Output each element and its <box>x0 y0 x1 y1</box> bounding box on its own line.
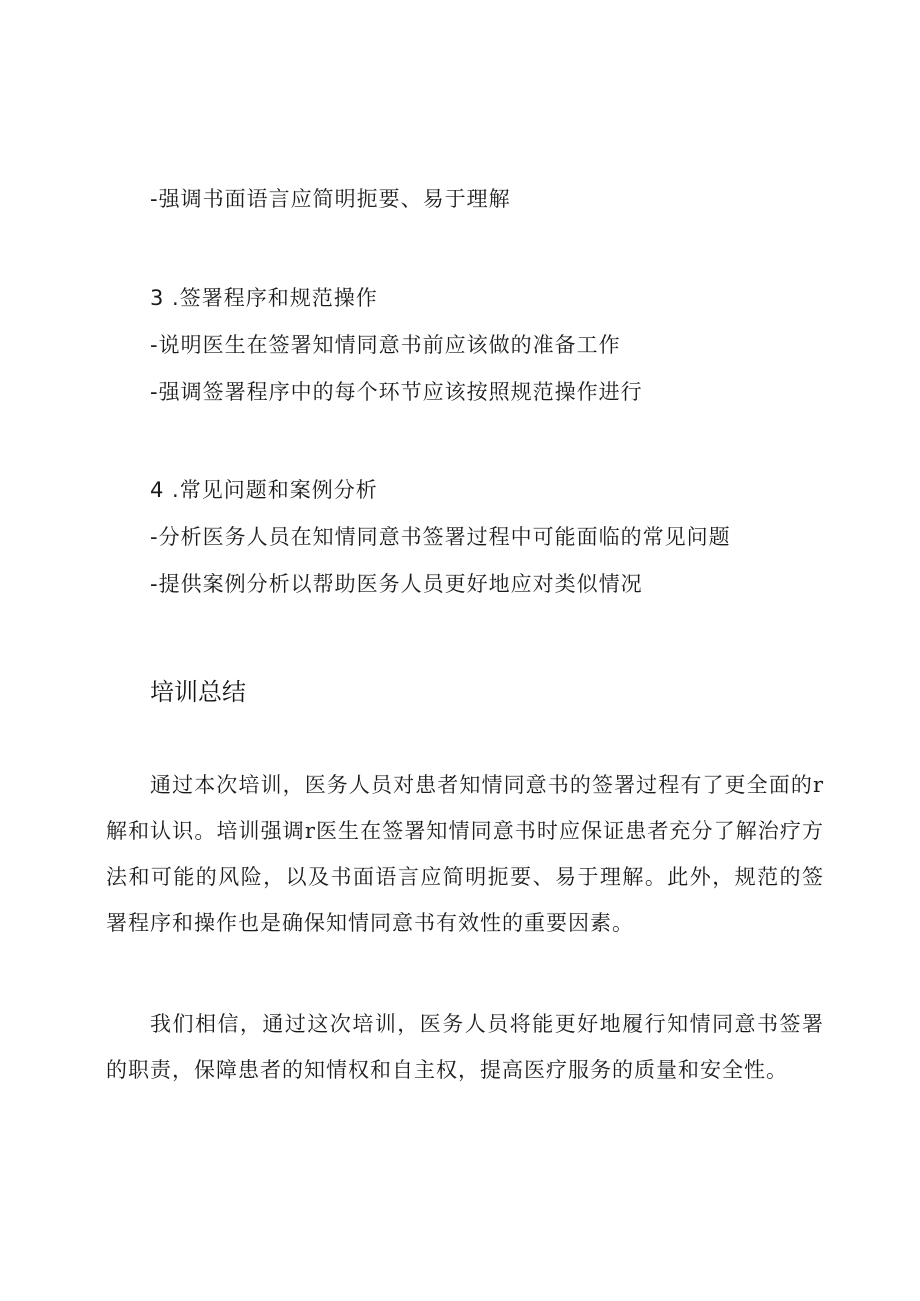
summary-paragraph: 通过本次培训，医务人员对患者知情同意书的签署过程有了更全面的r解和认识。培训强调r医生在签署知情同意书时应保证患者充分了解治疗方法和可能的风险，以及书面语言应简明扼要、易于理解。此外，规范的签署程序和操作也是确保知情同意书有效性的重要因素。 <box>106 773 824 935</box>
bullet-line: -分析医务人员在知情同意书签署过程中可能面临的常见问题 <box>150 525 731 549</box>
bullet-line: -强调书面语言应简明扼要、易于理解 <box>150 187 511 211</box>
section-item-title: 4 .常见问题和案例分析 <box>150 478 378 502</box>
section-heading: 培训总结 <box>150 678 246 706</box>
section-item-title: 3 .签署程序和规范操作 <box>150 286 378 310</box>
bullet-line: -提供案例分析以帮助医务人员更好地应对类似情况 <box>150 572 643 596</box>
bullet-line: -说明医生在签署知情同意书前应该做的准备工作 <box>150 333 621 357</box>
closing-paragraph: 我们相信，通过这次培训，医务人员将能更好地履行知情同意书签署的职责，保障患者的知情权和自主权，提高医疗服务的质量和安全性。 <box>106 1012 824 1082</box>
bullet-line: -强调签署程序中的每个环节应该按照规范操作进行 <box>150 380 643 404</box>
